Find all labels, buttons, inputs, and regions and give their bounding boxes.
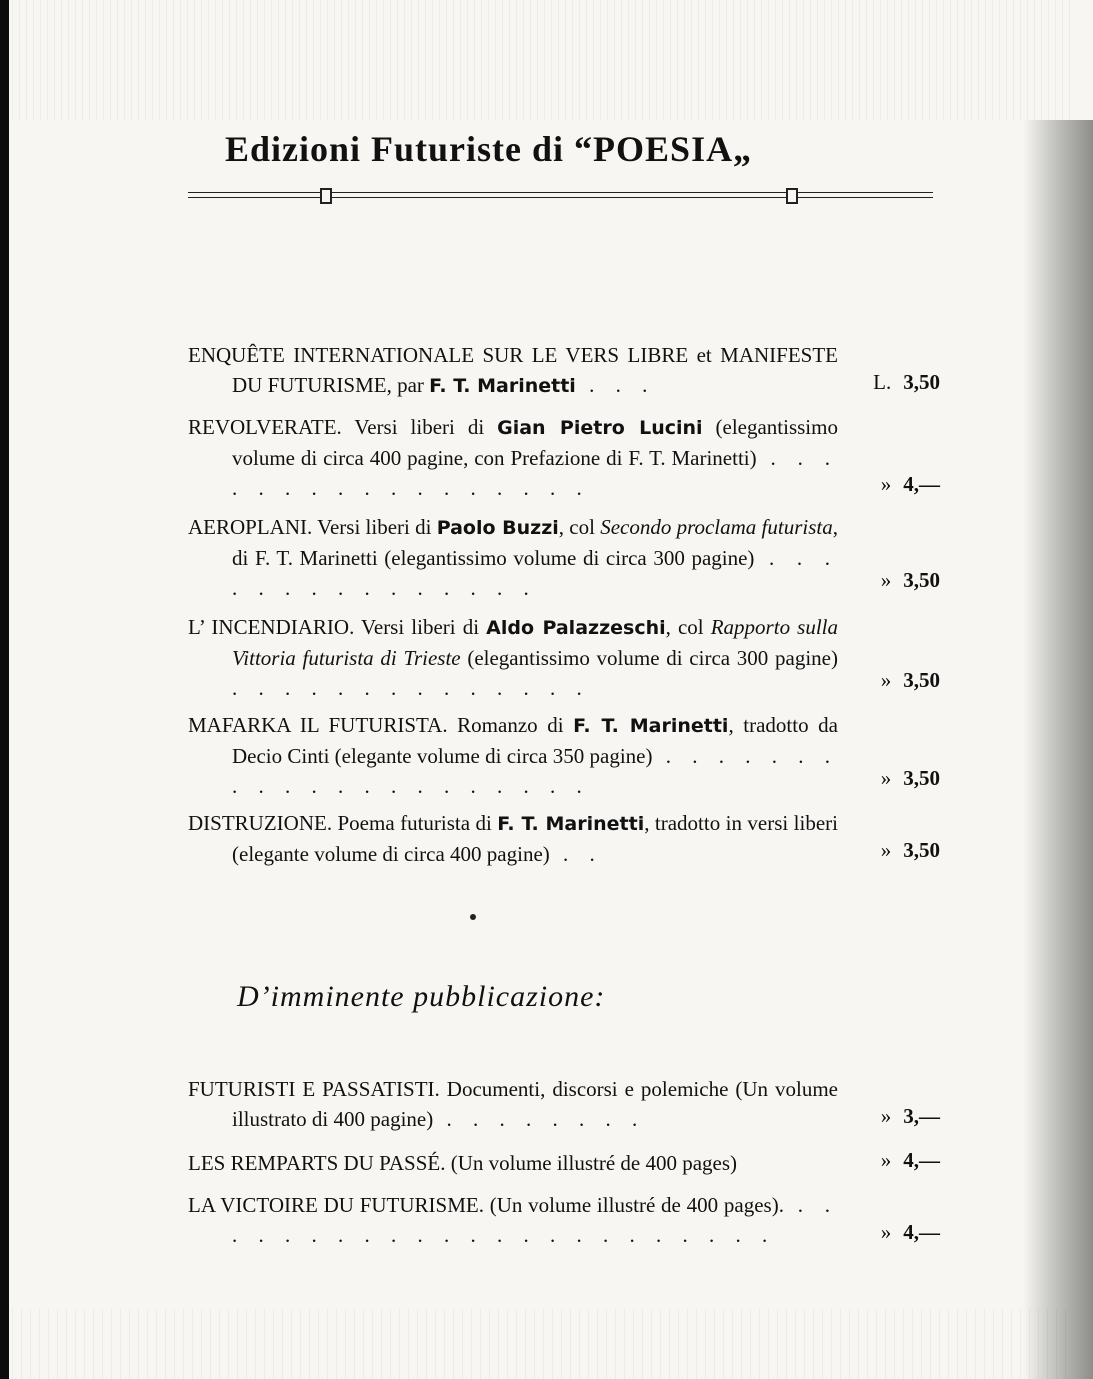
catalog-entry-incendiario: L’ INCENDIARIO. Versi liberi di Aldo Palazzeschi, col Rapporto sulla Vittoria futurista di Trieste (elegantissimo volume di circa 300 pagine) . . . . . . . . . . . . . . <box>188 615 839 700</box>
catalog-entry-enquete: ENQUÊTE INTERNATIONALE SUR LE VERS LIBRE et MANIFESTE DU FUTURISME, par F. T. Marinetti . . . <box>188 343 838 397</box>
forthcoming-item-victoire: LA VICTOIRE DU FUTURISME. (Un volume illustré de 400 pages). . . . . . . . . . . . . . . . . . . . . . . . <box>188 1193 838 1247</box>
page-fold-shadow <box>1023 120 1093 1379</box>
price-distruzione: » 3,50 <box>880 838 940 862</box>
price-victoire: » 4,— <box>880 1220 940 1244</box>
forthcoming-heading: D’imminente pubblicazione: <box>237 980 606 1013</box>
author-name: Gian Pietro Lucini <box>497 417 703 439</box>
forthcoming-item-remparts: LES REMPARTS DU PASSÉ. (Un volume illustré de 400 pages) <box>188 1151 738 1175</box>
price-mafarka: » 3,50 <box>880 766 940 790</box>
author-name: F. T. Marinetti <box>573 715 729 737</box>
page-title: Edizioni Futuriste di “POESIA„ <box>225 129 753 169</box>
forthcoming-item-futuristi: FUTURISTI E PASSATISTI. Documenti, discorsi e polemiche (Un volume illustrato di 400 pagine) . . . . . . . . <box>188 1077 838 1131</box>
paper-speckle-top <box>12 0 1072 120</box>
catalog-entry-revolverate: REVOLVERATE. Versi liberi di Gian Pietro Lucini (elegantissimo volume di circa 400 pagine, con Prefazione di F. T. Marinetti) . . . . . . . . . . . . . . . . . <box>188 415 838 500</box>
price-revolverate: » 4,— <box>880 472 940 496</box>
price-enquete: L. 3,50 <box>873 370 940 394</box>
catalog-entry-mafarka: MAFARKA IL FUTURISTA. Romanzo di F. T. Marinetti, tradotto da Decio Cinti (elegante volume di circa 350 pagine) . . . . . . . . . . . . . . . . . . . . . <box>188 713 839 798</box>
catalog-entry-distruzione: DISTRUZIONE. Poema futurista di F. T. Marinetti, tradotto in versi liberi (elegante volume di circa 400 pagine) . . <box>188 811 838 866</box>
paper-speckle-bottom <box>12 1309 1072 1379</box>
author-name: Aldo Palazzeschi <box>486 617 666 639</box>
ornamental-rule <box>188 188 933 204</box>
price-aeroplani: » 3,50 <box>880 568 940 592</box>
author-name: Paolo Buzzi <box>436 517 559 539</box>
ink-dot <box>470 914 476 920</box>
author-name: F. T. Marinetti <box>429 375 576 397</box>
catalog-entry-aeroplani: AEROPLANI. Versi liberi di Paolo Buzzi, col Secondo proclama futurista, di F. T. Marinetti (elegantissimo volume di circa 300 pagine) . . . . . . . . . . . . . . . <box>188 515 838 600</box>
page-edge-shadow <box>0 0 9 1379</box>
price-incendiario: » 3,50 <box>880 668 940 692</box>
price-futuristi: » 3,— <box>880 1104 940 1128</box>
price-remparts: » 4,— <box>880 1148 940 1172</box>
author-name: F. T. Marinetti <box>497 813 645 835</box>
